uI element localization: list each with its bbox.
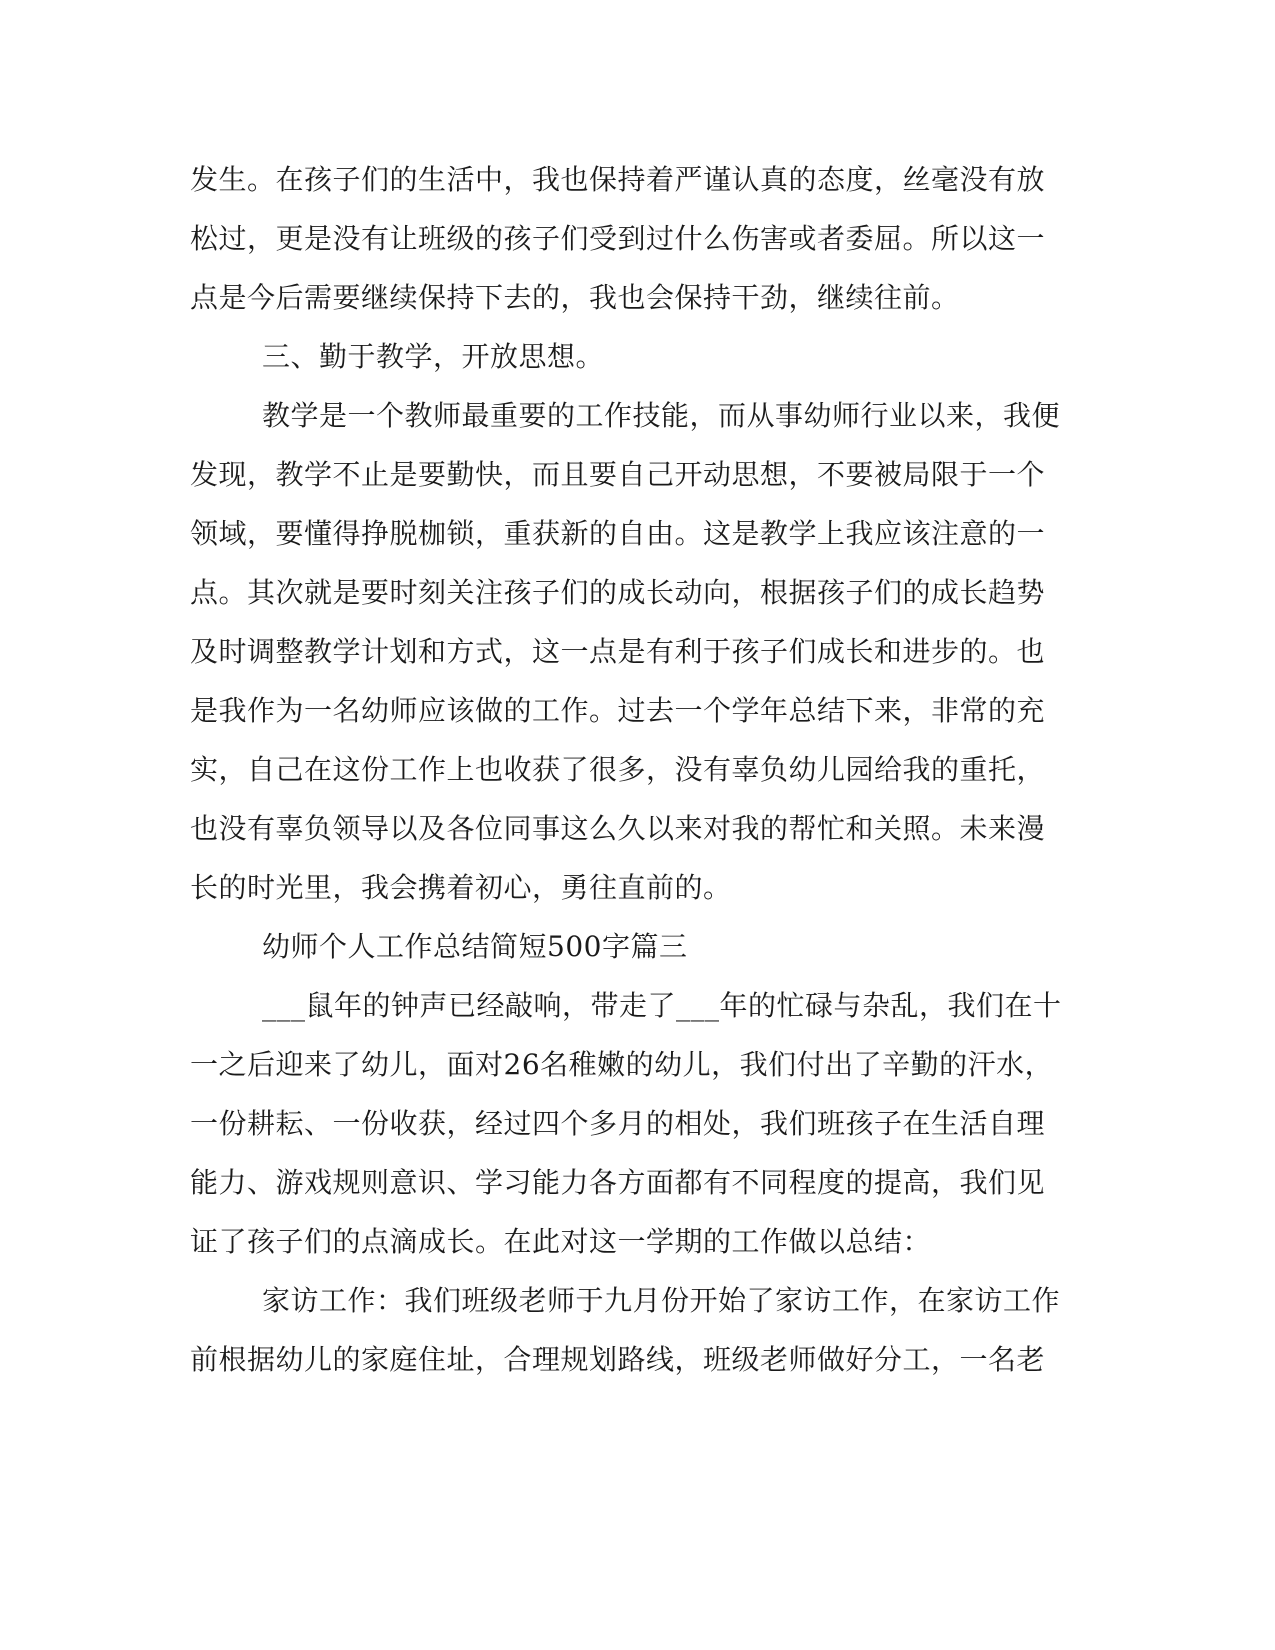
- section-heading: 三、勤于教学，开放思想。: [262, 340, 605, 373]
- text-line: ___鼠年的钟声已经敲响，带走了___年的忙碌与杂乱，我们在十: [262, 989, 1062, 1022]
- text-line: 及时调整教学计划和方式，这一点是有利于孩子们成长和进步的。也: [190, 635, 1046, 668]
- text-line: 领域，要懂得挣脱枷锁，重获新的自由。这是教学上我应该注意的一: [190, 517, 1046, 550]
- text-line: 发生。在孩子们的生活中，我也保持着严谨认真的态度，丝毫没有放: [190, 163, 1046, 196]
- text-line: 家访工作：我们班级老师于九月份开始了家访工作，在家访工作: [262, 1284, 1061, 1317]
- text-line: 教学是一个教师最重要的工作技能，而从事幼师行业以来，我便: [262, 399, 1061, 432]
- text-line: 点是今后需要继续保持下去的，我也会保持干劲，继续往前。: [190, 281, 960, 314]
- text-line: 发现，教学不止是要勤快，而且要自己开动思想，不要被局限于一个: [190, 458, 1046, 491]
- text-line: 一份耕耘、一份收获，经过四个多月的相处，我们班孩子在生活自理: [190, 1107, 1046, 1140]
- text-line: 一之后迎来了幼儿，面对26名稚嫩的幼儿，我们付出了辛勤的汗水，: [190, 1048, 1054, 1081]
- text-line: 证了孩子们的点滴成长。在此对这一学期的工作做以总结：: [190, 1225, 932, 1258]
- text-line: 前根据幼儿的家庭住址，合理规划路线，班级老师做好分工，一名老: [190, 1343, 1046, 1376]
- text-line: 是我作为一名幼师应该做的工作。过去一个学年总结下来，非常的充: [190, 694, 1046, 727]
- text-line: 松过，更是没有让班级的孩子们受到过什么伤害或者委屈。所以这一: [190, 222, 1046, 255]
- text-line: 点。其次就是要时刻关注孩子们的成长动向，根据孩子们的成长趋势: [190, 576, 1046, 609]
- text-line: 能力、游戏规则意识、学习能力各方面都有不同程度的提高，我们见: [190, 1166, 1046, 1199]
- section-heading: 幼师个人工作总结简短500字篇三: [262, 930, 688, 963]
- text-line: 也没有辜负领导以及各位同事这么久以来对我的帮忙和关照。未来漫: [190, 812, 1046, 845]
- text-line: 长的时光里，我会携着初心，勇往直前的。: [190, 871, 732, 904]
- text-line: 实，自己在这份工作上也收获了很多，没有辜负幼儿园给我的重托，: [190, 753, 1046, 786]
